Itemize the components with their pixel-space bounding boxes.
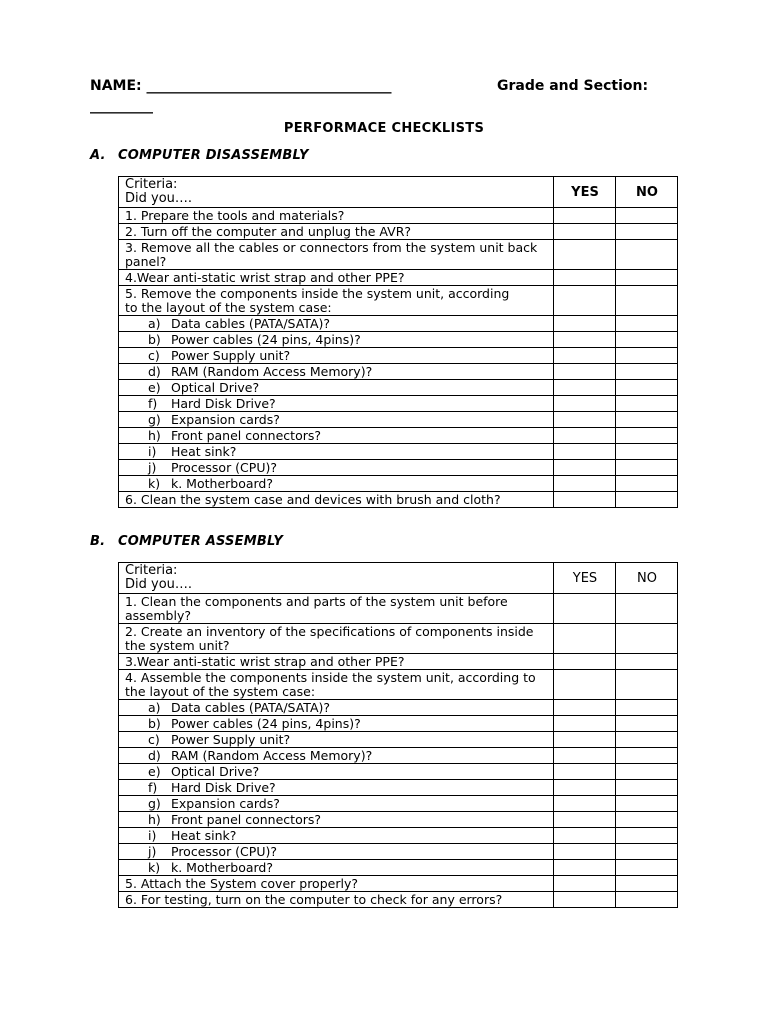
table-row (119, 860, 678, 876)
criteria-text: Optical Drive? (171, 380, 260, 395)
criteria-cell (119, 224, 554, 240)
no-checkbox-cell[interactable] (616, 892, 678, 908)
no-checkbox-cell[interactable] (616, 224, 678, 240)
item-letter: e) (148, 764, 161, 779)
criteria-text: 5. Remove the components inside the system unit, according to the layout of the system case: (125, 286, 510, 315)
no-checkbox-cell[interactable] (616, 208, 678, 224)
criteria-header (119, 177, 554, 208)
yes-checkbox-cell[interactable] (554, 492, 616, 508)
criteria-text: Power cables (24 pins, 4pins)? (171, 332, 361, 347)
student-info-line (90, 76, 690, 96)
yes-checkbox-cell[interactable] (554, 828, 616, 844)
yes-checkbox-cell[interactable] (554, 460, 616, 476)
criteria-cell (119, 796, 554, 812)
table-row (119, 270, 678, 286)
no-checkbox-cell[interactable] (616, 748, 678, 764)
no-checkbox-cell[interactable] (616, 700, 678, 716)
table-header-row (119, 563, 678, 594)
no-checkbox-cell[interactable] (616, 812, 678, 828)
yes-checkbox-cell[interactable] (554, 208, 616, 224)
yes-checkbox-cell[interactable] (554, 364, 616, 380)
table-row (119, 828, 678, 844)
criteria-cell (119, 594, 554, 624)
item-letter: h) (148, 812, 161, 827)
criteria-text: 6. Clean the system case and devices with brush and cloth? (125, 492, 501, 507)
criteria-text: Processor (CPU)? (171, 844, 277, 859)
table-row (119, 224, 678, 240)
yes-checkbox-cell[interactable] (554, 270, 616, 286)
table-row (119, 670, 678, 700)
criteria-text: RAM (Random Access Memory)? (171, 364, 373, 379)
criteria-cell (119, 764, 554, 780)
criteria-cell (119, 700, 554, 716)
item-letter: h) (148, 428, 161, 443)
criteria-text: 6. For testing, turn on the computer to check for any errors? (125, 892, 503, 907)
criteria-cell (119, 828, 554, 844)
yes-checkbox-cell[interactable] (554, 380, 616, 396)
item-letter: i) (148, 828, 157, 843)
table-row (119, 332, 678, 348)
criteria-cell (119, 476, 554, 492)
yes-checkbox-cell[interactable] (554, 732, 616, 748)
item-letter: d) (148, 748, 161, 763)
table-row (119, 654, 678, 670)
no-checkbox-cell[interactable] (616, 380, 678, 396)
yes-checkbox-cell[interactable] (554, 286, 616, 316)
criteria-text: Power cables (24 pins, 4pins)? (171, 716, 361, 731)
yes-checkbox-cell[interactable] (554, 860, 616, 876)
no-checkbox-cell[interactable] (616, 844, 678, 860)
criteria-text: k. Motherboard? (171, 860, 274, 875)
item-letter: c) (148, 348, 160, 363)
criteria-cell (119, 428, 554, 444)
assembly-checklist-table (118, 562, 678, 908)
section-title: COMPUTER ASSEMBLY (118, 534, 284, 549)
item-letter: f) (148, 780, 158, 795)
criteria-text: 2. Turn off the computer and unplug the AVR? (125, 224, 412, 239)
item-letter: k) (148, 476, 161, 491)
criteria-cell (119, 624, 554, 654)
table-row (119, 624, 678, 654)
yes-checkbox-cell[interactable] (554, 224, 616, 240)
assembly-rows (119, 594, 678, 908)
item-letter: b) (148, 332, 161, 347)
table-row (119, 444, 678, 460)
criteria-cell (119, 208, 554, 224)
yes-checkbox-cell[interactable] (554, 594, 616, 624)
yes-column-header: YES (554, 563, 616, 594)
criteria-cell (119, 316, 554, 332)
criteria-text: Expansion cards? (171, 412, 280, 427)
criteria-cell (119, 240, 554, 270)
no-column-header: NO (616, 563, 678, 594)
name-label: NAME: (90, 78, 147, 94)
item-letter: j) (148, 844, 157, 859)
table-row (119, 240, 678, 270)
section-letter: B. (90, 534, 106, 549)
table-row (119, 476, 678, 492)
section-letter: A. (90, 148, 106, 163)
table-row (119, 844, 678, 860)
criteria-cell (119, 412, 554, 428)
yes-checkbox-cell[interactable] (554, 412, 616, 428)
page-title: PERFORMACE CHECKLISTS (283, 121, 485, 136)
no-checkbox-cell[interactable] (616, 780, 678, 796)
criteria-text: Hard Disk Drive? (171, 396, 276, 411)
criteria-cell (119, 348, 554, 364)
disassembly-rows (119, 208, 678, 508)
yes-checkbox-cell[interactable] (554, 396, 616, 412)
no-checkbox-cell[interactable] (616, 654, 678, 670)
criteria-text: 5. Attach the System cover properly? (125, 876, 358, 891)
no-checkbox-cell[interactable] (616, 594, 678, 624)
name-blank: ___________________________________ (146, 78, 392, 94)
table-row (119, 764, 678, 780)
criteria-cell (119, 364, 554, 380)
no-checkbox-cell[interactable] (616, 412, 678, 428)
no-checkbox-cell[interactable] (616, 316, 678, 332)
criteria-text: Heat sink? (171, 444, 237, 459)
no-checkbox-cell[interactable] (616, 716, 678, 732)
table-row (119, 876, 678, 892)
criteria-label: Criteria: (125, 177, 178, 192)
criteria-cell (119, 654, 554, 670)
table-row (119, 892, 678, 908)
grade-section-label: Grade and Section: (497, 78, 649, 94)
table-row (119, 460, 678, 476)
yes-checkbox-cell[interactable] (554, 654, 616, 670)
criteria-cell (119, 380, 554, 396)
table-header-row (119, 177, 678, 208)
criteria-text: 3. Remove all the cables or connectors from the system unit back panel? (125, 240, 538, 269)
table-row (119, 780, 678, 796)
criteria-text: Data cables (PATA/SATA)? (171, 700, 331, 715)
yes-checkbox-cell[interactable] (554, 700, 616, 716)
criteria-cell (119, 892, 554, 908)
no-checkbox-cell[interactable] (616, 460, 678, 476)
criteria-cell (119, 780, 554, 796)
no-checkbox-cell[interactable] (616, 860, 678, 876)
no-checkbox-cell[interactable] (616, 876, 678, 892)
criteria-text: Power Supply unit? (171, 732, 291, 747)
no-checkbox-cell[interactable] (616, 670, 678, 700)
no-checkbox-cell[interactable] (616, 396, 678, 412)
item-letter: b) (148, 716, 161, 731)
table-row (119, 364, 678, 380)
criteria-cell (119, 460, 554, 476)
no-checkbox-cell[interactable] (616, 240, 678, 270)
item-letter: f) (148, 396, 158, 411)
yes-checkbox-cell[interactable] (554, 812, 616, 828)
did-you-label: Did you…. (125, 577, 193, 592)
criteria-cell (119, 270, 554, 286)
criteria-cell (119, 844, 554, 860)
criteria-cell (119, 876, 554, 892)
criteria-text: Processor (CPU)? (171, 460, 277, 475)
table-row (119, 208, 678, 224)
criteria-cell (119, 716, 554, 732)
criteria-cell (119, 670, 554, 700)
no-checkbox-cell[interactable] (616, 348, 678, 364)
criteria-cell (119, 812, 554, 828)
criteria-text: 3.Wear anti-static wrist strap and other PPE? (125, 654, 405, 669)
yes-checkbox-cell[interactable] (554, 764, 616, 780)
criteria-cell (119, 444, 554, 460)
yes-checkbox-cell[interactable] (554, 748, 616, 764)
item-letter: g) (148, 412, 161, 427)
criteria-text: 2. Create an inventory of the specifications of components inside the system unit? (125, 624, 534, 653)
table-row (119, 594, 678, 624)
yes-checkbox-cell[interactable] (554, 428, 616, 444)
criteria-cell (119, 748, 554, 764)
criteria-cell (119, 332, 554, 348)
yes-checkbox-cell[interactable] (554, 444, 616, 460)
item-letter: c) (148, 732, 160, 747)
no-checkbox-cell[interactable] (616, 796, 678, 812)
table-row (119, 812, 678, 828)
table-row (119, 748, 678, 764)
criteria-label: Criteria: (125, 563, 178, 578)
no-checkbox-cell[interactable] (616, 332, 678, 348)
grade-section-blank[interactable]: _________ (90, 98, 153, 114)
disassembly-checklist-table (118, 176, 678, 508)
table-row (119, 716, 678, 732)
criteria-text: Hard Disk Drive? (171, 780, 276, 795)
table-row (119, 700, 678, 716)
no-checkbox-cell[interactable] (616, 476, 678, 492)
yes-checkbox-cell[interactable] (554, 348, 616, 364)
yes-checkbox-cell[interactable] (554, 892, 616, 908)
yes-checkbox-cell[interactable] (554, 716, 616, 732)
section-heading-disassembly (90, 148, 309, 163)
yes-checkbox-cell[interactable] (554, 670, 616, 700)
yes-checkbox-cell[interactable] (554, 876, 616, 892)
yes-checkbox-cell[interactable] (554, 240, 616, 270)
criteria-text: 1. Clean the components and parts of the system unit before assembly? (125, 594, 508, 623)
name-field[interactable] (90, 76, 392, 96)
table-row (119, 796, 678, 812)
table-row (119, 380, 678, 396)
no-checkbox-cell[interactable] (616, 428, 678, 444)
yes-checkbox-cell[interactable] (554, 332, 616, 348)
section-heading-assembly (90, 534, 283, 549)
item-letter: a) (148, 700, 161, 715)
table-row (119, 428, 678, 444)
criteria-text: Front panel connectors? (171, 428, 322, 443)
table-row (119, 732, 678, 748)
no-checkbox-cell[interactable] (616, 492, 678, 508)
criteria-cell (119, 860, 554, 876)
table-row (119, 492, 678, 508)
item-letter: e) (148, 380, 161, 395)
item-letter: k) (148, 860, 161, 875)
yes-checkbox-cell[interactable] (554, 780, 616, 796)
table-row (119, 348, 678, 364)
table-row (119, 412, 678, 428)
item-letter: g) (148, 796, 161, 811)
no-checkbox-cell[interactable] (616, 444, 678, 460)
table-row (119, 396, 678, 412)
item-letter: j) (148, 460, 157, 475)
yes-column-header: YES (554, 177, 616, 208)
table-row (119, 286, 678, 316)
criteria-text: Expansion cards? (171, 796, 280, 811)
criteria-cell (119, 732, 554, 748)
criteria-cell (119, 492, 554, 508)
criteria-text: Power Supply unit? (171, 348, 291, 363)
criteria-header (119, 563, 554, 594)
yes-checkbox-cell[interactable] (554, 844, 616, 860)
table-row (119, 316, 678, 332)
yes-checkbox-cell[interactable] (554, 796, 616, 812)
criteria-text: Front panel connectors? (171, 812, 322, 827)
no-checkbox-cell[interactable] (616, 270, 678, 286)
yes-checkbox-cell[interactable] (554, 316, 616, 332)
item-letter: a) (148, 316, 161, 331)
no-checkbox-cell[interactable] (616, 286, 678, 316)
criteria-cell (119, 286, 554, 316)
criteria-text: Optical Drive? (171, 764, 260, 779)
item-letter: d) (148, 364, 161, 379)
did-you-label: Did you…. (125, 191, 193, 206)
criteria-text: Heat sink? (171, 828, 237, 843)
yes-checkbox-cell[interactable] (554, 624, 616, 654)
criteria-cell (119, 396, 554, 412)
criteria-text: Data cables (PATA/SATA)? (171, 316, 331, 331)
no-column-header: NO (616, 177, 678, 208)
no-checkbox-cell[interactable] (616, 732, 678, 748)
criteria-text: 1. Prepare the tools and materials? (125, 208, 345, 223)
yes-checkbox-cell[interactable] (554, 476, 616, 492)
no-checkbox-cell[interactable] (616, 764, 678, 780)
criteria-text: 4. Assemble the components inside the system unit, according to the layout of the system case: (125, 670, 536, 699)
item-letter: i) (148, 444, 157, 459)
section-title: COMPUTER DISASSEMBLY (118, 148, 309, 163)
criteria-text: 4.Wear anti-static wrist strap and other PPE? (125, 270, 405, 285)
criteria-text: RAM (Random Access Memory)? (171, 748, 373, 763)
no-checkbox-cell[interactable] (616, 364, 678, 380)
no-checkbox-cell[interactable] (616, 828, 678, 844)
criteria-text: k. Motherboard? (171, 476, 274, 491)
no-checkbox-cell[interactable] (616, 624, 678, 654)
